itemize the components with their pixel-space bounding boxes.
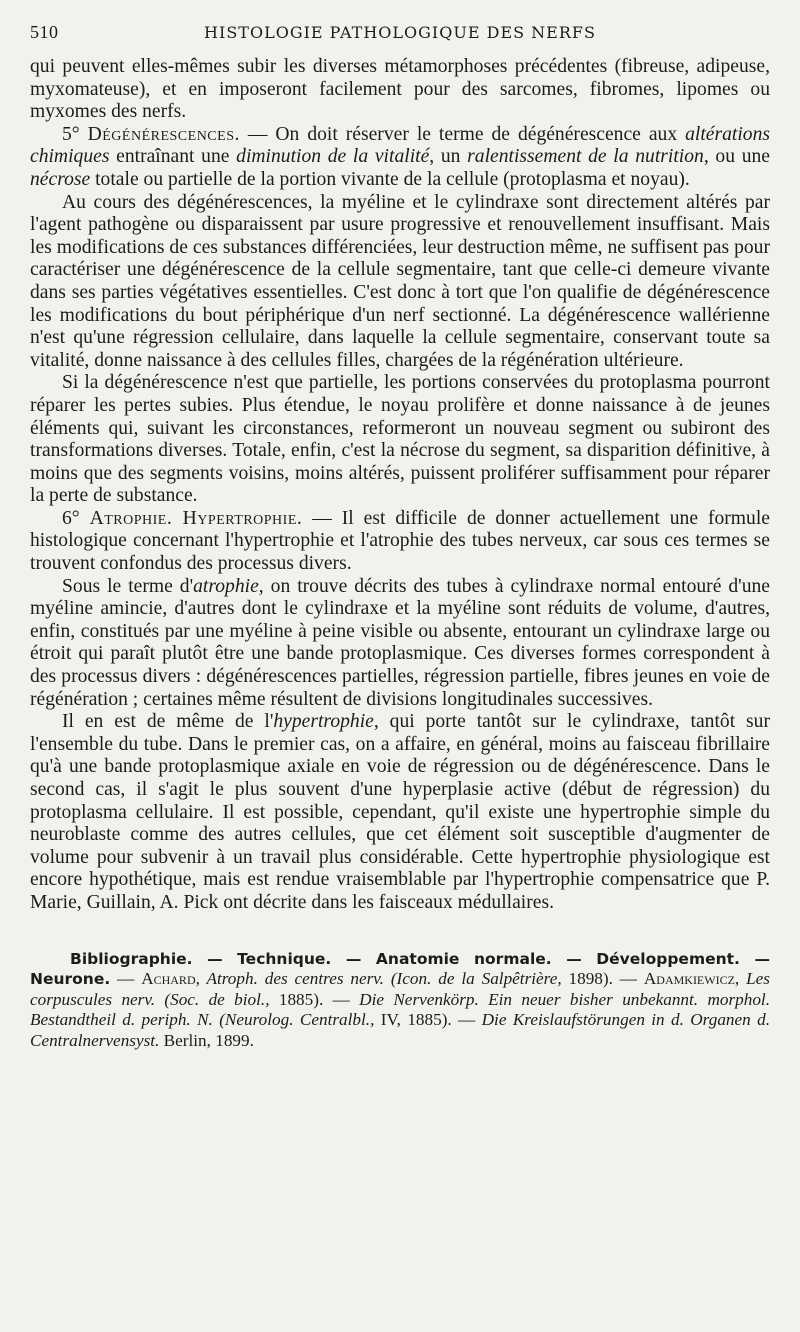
paragraph-text: Si la dégénérescence n'est que partielle, les portions conservées du protoplasma pourront réparer les pertes subies. Plus étendue, le noyau prolifère et donne naissance à de jeunes éléments qui, suivant les circonstances, reformeront un nouveau segment ou subiront des transformations diverses. Totale, enfin, c'est la nécrose du segment, sa disparition définitive, à moins que des segments voisins, moins altérés, puissent proliférer suffisamment pour réparer la perte de substance. [30, 372, 770, 507]
citation-year: 1898). — [561, 969, 644, 989]
paragraph-4 [30, 372, 770, 508]
paragraph-6 [30, 576, 770, 712]
emphasis: nécrose [30, 168, 91, 190]
page-number: 510 [30, 22, 59, 42]
bibliography-entry [30, 949, 770, 1052]
paragraph-text: , on trouve décrits des tubes à cylindraxe normal entouré d'une myéline amincie, d'autres dont le cylindraxe et la myéline sont réduits de volume, d'autres, enfin, constitués par une myéline à peine visible ou absente, entourant un cylindraxe large ou étroit qui paraît plutôt être une bande protoplasmique. Ces diverses formes correspondent à des processus divers : dégénérescences partielles, régression partielle, fibres jeunes en voie de régénération ; certaines même résultent de divisions longitudinales successives. [30, 575, 770, 710]
emphasis: ralentissement de la nutrition [467, 146, 704, 168]
paragraph-1 [30, 56, 770, 124]
work-title: Atroph. des centres nerv. (Icon. de la Salpêtrière, [199, 969, 562, 989]
separator: — [110, 969, 142, 989]
author-name: Achard, [141, 969, 200, 989]
paragraph-text: Au cours des dégénérescences, la myéline et le cylindraxe sont directement altérés par l'agent pathogène ou disparaissent par usure progressive et renouvellement insuffisant. Mais les modifications de ces substances différenciées, leur destruction même, ne suffisent pas pour caractériser une dégénérescence de la cellule segmentaire, tant que celle-ci demeure vivante dans ses parties végétatives essentielles. C'est donc à tort que l'on qualifie de dégénérescence les modifications du bout périphérique d'un nerf sectionné. La dégénérescence wallérienne n'est qu'une régression cellulaire, dans laquelle la cellule segmentaire, conservant toute sa vitalité, donne naissance à des cellules filles, chargées de la régénération ultérieure. [30, 191, 770, 371]
paragraph-text: , qui porte tantôt sur le cylindraxe, tantôt sur l'ensemble du tube. Dans le premier cas, on a affaire, en général, moins au faisceau fibrillaire qu'à une bande protoplasmique axiale en voie de régression ou de dégénérescence. Dans le second cas, il s'agit le plus souvent d'une hyperplasie active (début de régression) du protoplasma cellulaire. Il est possible, cependant, qu'il existe une hypertrophie simple du neuroblaste comme des autres cellules, que cet élément soit susceptible d'augmenter de volume pour subvenir à un travail plus considérable. Cette hypertrophie physiologique est encore hypothétique, mais est rendue vraisemblable par l'hypertrophie compensatrice que P. Marie, Guillain, A. Pick ont décrite dans les faisceaux médullaires. [30, 711, 770, 913]
section-number: 5° [62, 123, 80, 145]
citation-year: 1885). — [269, 989, 360, 1009]
work-title: Les corpuscules nerv. (Soc. de biol., [30, 969, 770, 1009]
paragraph-text: — On doit réserver le terme de dégénérescence aux [239, 123, 686, 145]
running-title: HISTOLOGIE PATHOLOGIQUE DES NERFS [204, 23, 596, 42]
section-number: 6° [62, 507, 80, 529]
paragraph-text: Il en est de même de l' [62, 711, 274, 733]
paragraph-3 [30, 192, 770, 373]
work-title: Die Nervenkörp. Ein neuer bisher unbekannt. morphol. Bestandtheil d. periph. N. (Neurolog. Centralbl., [30, 989, 770, 1030]
emphasis: atrophie [193, 575, 259, 597]
citation-year: Berlin, 1899. [159, 1030, 254, 1050]
paragraph-atrophie-hypertrophie [30, 508, 770, 576]
paragraph-text: qui peuvent elles-mêmes subir les diverses métamorphoses précédentes (fibreuse, adipeuse, myxomateuse), et en imposeront facilement pour des sarcomes, fibromes, lipomes ou myxomes des nerfs. [30, 56, 770, 123]
section-heading: Dégénérescences. [87, 123, 240, 145]
paragraph-7 [30, 711, 770, 914]
section-heading: Atrophie. Hypertrophie. [89, 507, 303, 529]
author-name: Adamkiewicz, [643, 969, 740, 989]
citation-year: IV, 1885). — [374, 1010, 482, 1030]
bibliography-heading: Bibliographie. — Technique. — Anatomie normale. — Développement. — [70, 949, 770, 968]
running-header [30, 22, 770, 56]
work-title: Die Kreislaufstörungen in d. Organen d. Centralnervensyst. [30, 1010, 770, 1050]
paragraph-text: — Il est difficile de donner actuellement une formule histologique concernant l'hypertrophie et l'atrophie des tubes nerveux, car sous ces termes se trouvent confondus des processus divers. [30, 507, 770, 575]
body-text [30, 56, 770, 915]
emphasis: hypertrophie [273, 711, 374, 733]
bibliography [30, 949, 770, 1052]
paragraph-text: , un [429, 146, 468, 168]
paragraph-text: entraînant une [109, 146, 237, 168]
paragraph-text: , ou une [703, 146, 770, 168]
paragraph-text: Sous le terme d' [62, 575, 194, 597]
emphasis: altérations chimiques [30, 123, 770, 168]
emphasis: diminution de la vitalité [236, 146, 430, 168]
paragraph-text: totale ou partielle de la portion vivante de la cellule (protoplasma et noyau). [90, 168, 690, 190]
bibliography-label: Neurone. [30, 970, 111, 989]
paragraph-degenerescences [30, 124, 770, 192]
